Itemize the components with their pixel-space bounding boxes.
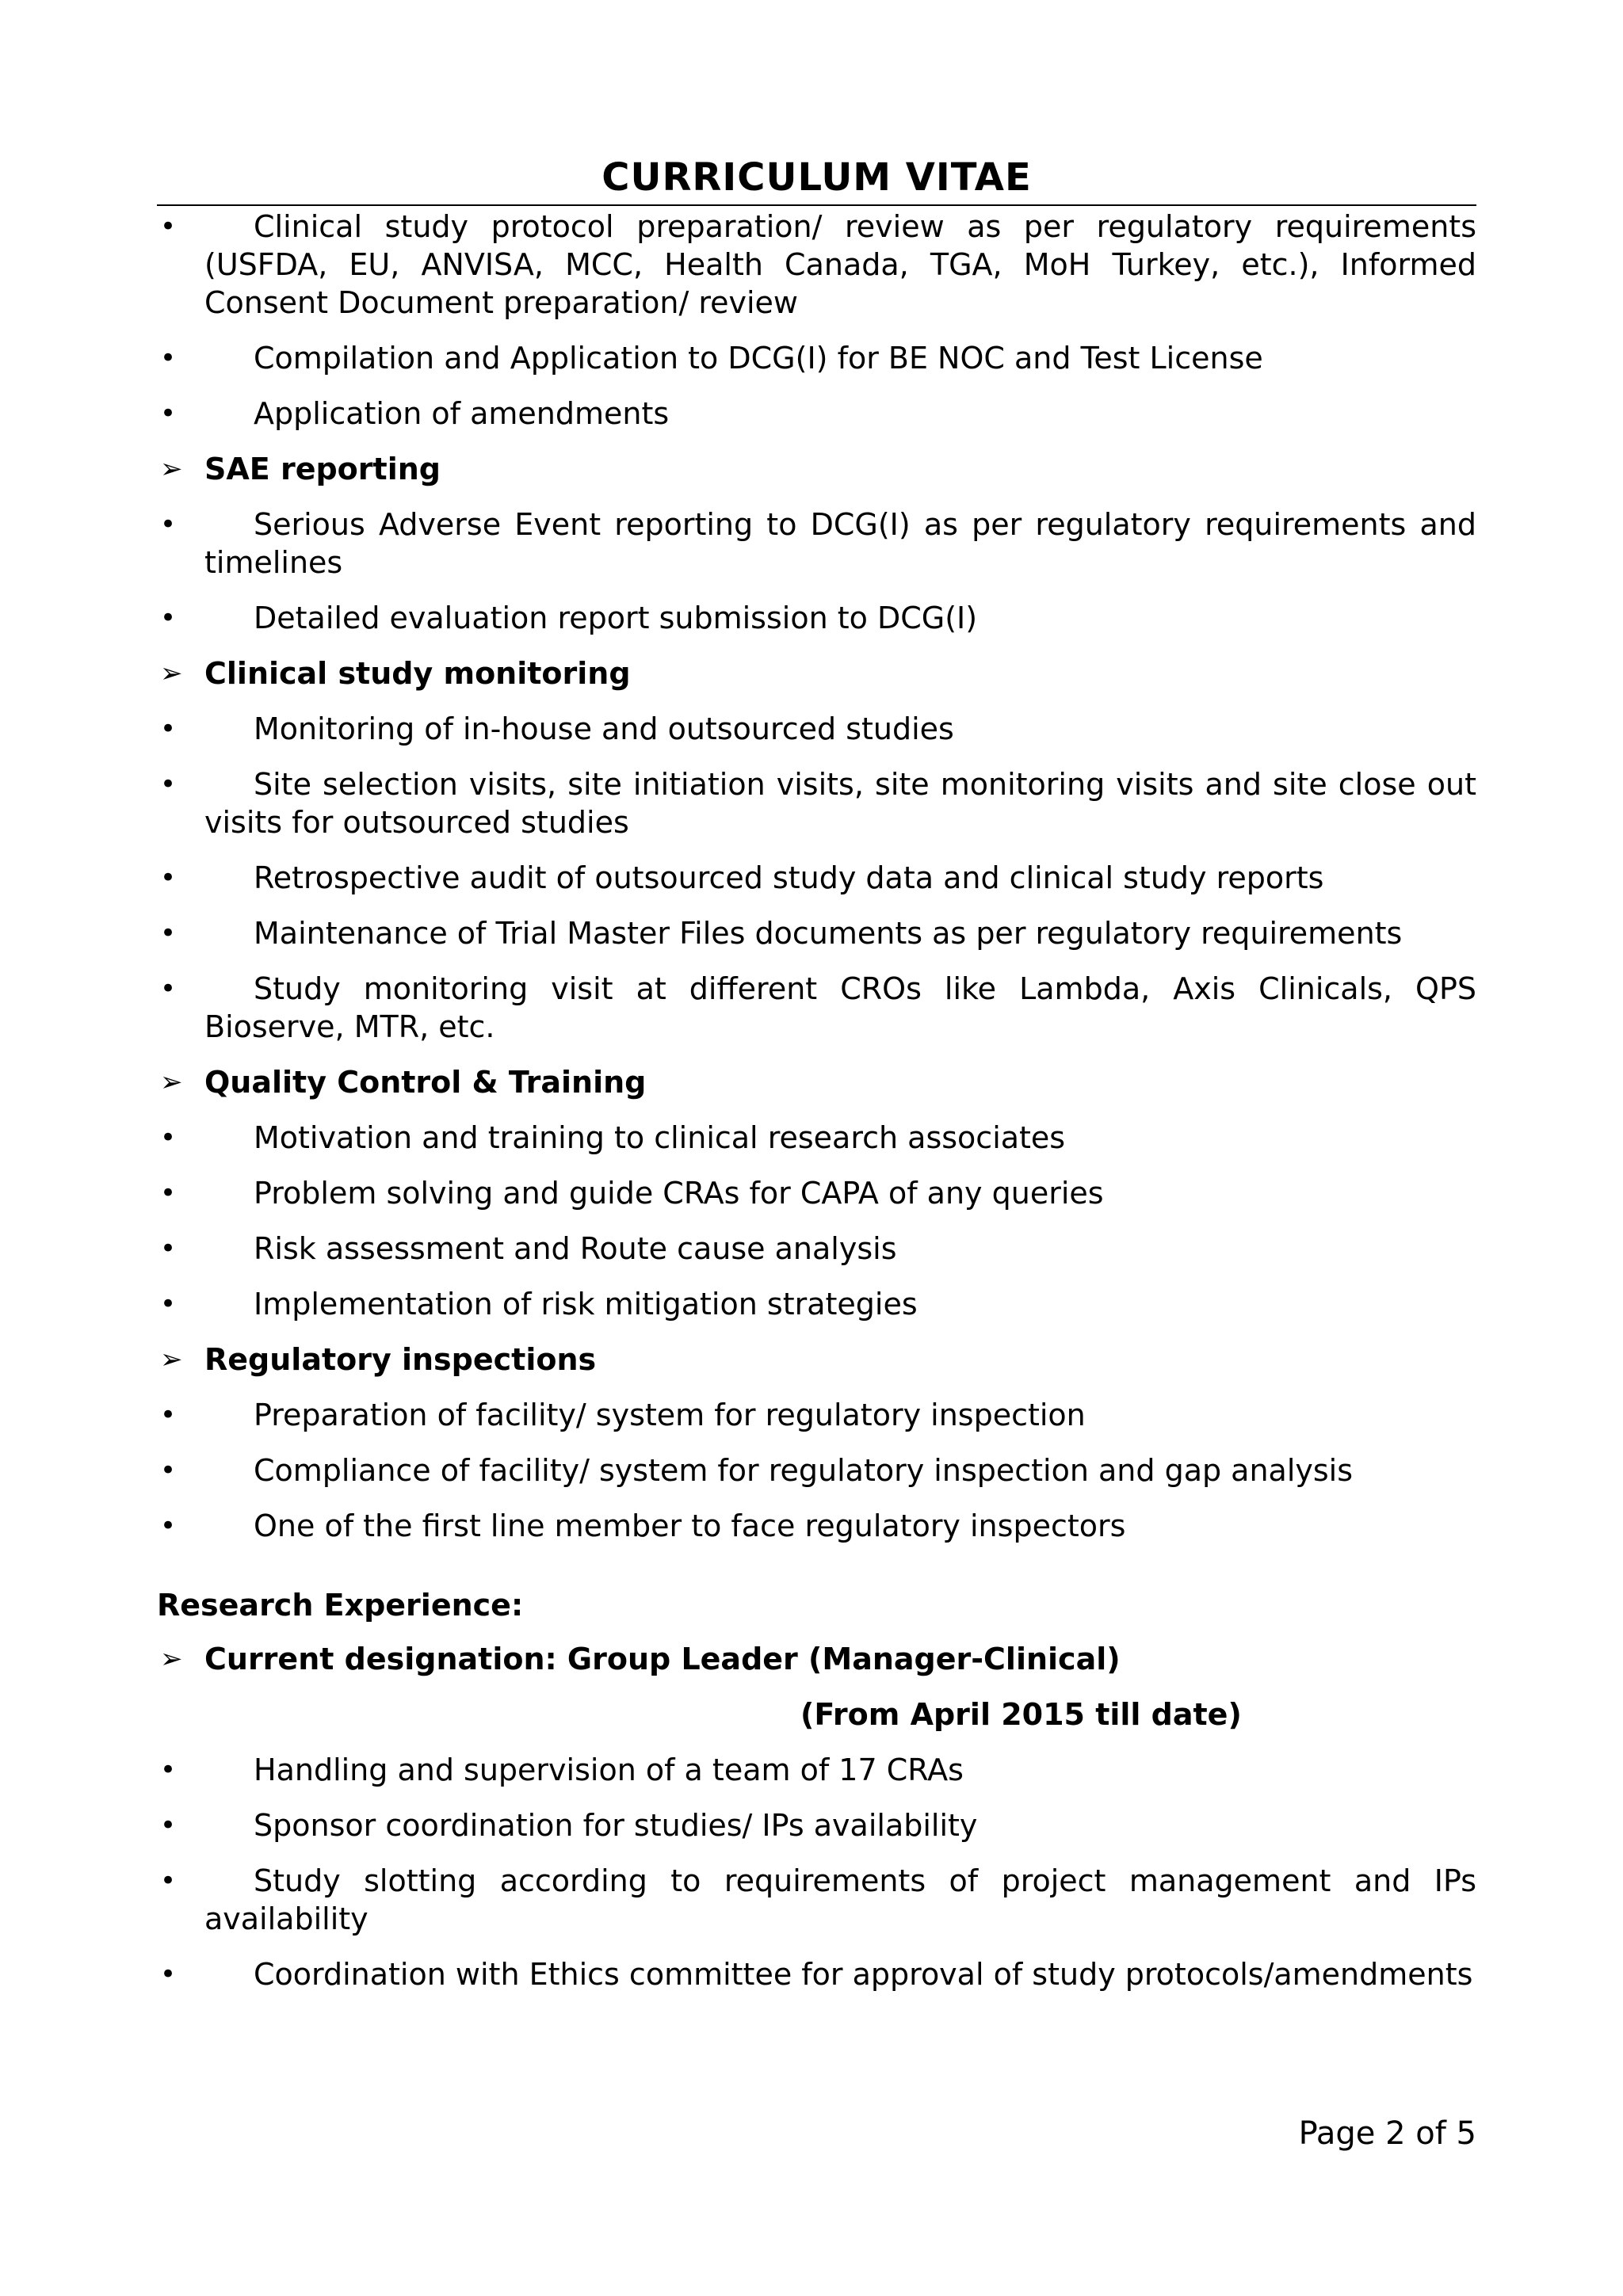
arrow-bullet-icon: ➢ xyxy=(160,658,183,689)
bullet-item xyxy=(157,395,1476,433)
bullet-item xyxy=(157,1285,1476,1323)
bullet-text: Maintenance of Trial Master Files documents as per regulatory requirements xyxy=(254,916,1403,951)
bullet-text: Detailed evaluation report submission to DCG(I) xyxy=(254,601,978,635)
bullet-item xyxy=(157,339,1476,377)
bullet-item xyxy=(157,1174,1476,1212)
bullet-item xyxy=(157,710,1476,748)
bullet-item xyxy=(157,1451,1476,1489)
page-title: CURRICULUM VITAE xyxy=(601,155,1032,200)
bullet-icon: • xyxy=(160,1865,177,1897)
bullet-item xyxy=(157,1119,1476,1157)
cv-content xyxy=(157,208,1476,2011)
page-number: Page 2 of 5 xyxy=(1298,2115,1476,2152)
bullet-item xyxy=(157,1862,1476,1938)
section-heading-text: SAE reporting xyxy=(204,452,441,486)
section-heading xyxy=(157,450,1476,488)
bullet-text: Application of amendments xyxy=(254,396,670,431)
research-experience-heading: Research Experience: xyxy=(157,1588,524,1623)
bullet-icon: • xyxy=(160,973,177,1005)
bullet-item xyxy=(157,1751,1476,1789)
bullet-icon: • xyxy=(160,398,177,429)
designation-date-range: (From April 2015 till date) xyxy=(800,1697,1242,1732)
bullet-icon: • xyxy=(160,713,177,745)
bullet-text: Site selection visits, site initiation visits, site monitoring visits and site close out visits for outsourced studies xyxy=(204,767,1476,840)
bullet-text: Compliance of facility/ system for regulatory inspection and gap analysis xyxy=(254,1453,1354,1488)
arrow-bullet-icon: ➢ xyxy=(160,1344,183,1375)
bullet-text: Coordination with Ethics committee for approval of study protocols/amendments xyxy=(254,1957,1473,1992)
section-heading-text: Clinical study monitoring xyxy=(204,656,631,691)
bullet-icon: • xyxy=(160,602,177,634)
bullet-icon: • xyxy=(160,509,177,540)
bullet-icon: • xyxy=(160,862,177,894)
arrow-bullet-icon: ➢ xyxy=(160,453,183,485)
bullet-text: Study monitoring visit at different CROs like Lambda, Axis Clinicals, QPS Bioserve, MTR, etc. xyxy=(204,971,1476,1044)
bullet-text: Compilation and Application to DCG(I) for BE NOC and Test License xyxy=(254,341,1263,376)
bullet-text: Clinical study protocol preparation/ review as per regulatory requirements (USFDA, EU, ANVISA, MCC, Health Canada, TGA, MoH Turkey, etc.), Informed Consent Document preparation/ review xyxy=(204,209,1476,320)
section-heading-text: Regulatory inspections xyxy=(204,1342,597,1377)
bullet-item xyxy=(157,1955,1476,1993)
bullet-item xyxy=(157,1806,1476,1844)
bullet-icon: • xyxy=(160,1399,177,1431)
bullet-text: Motivation and training to clinical research associates xyxy=(254,1120,1066,1155)
bullet-icon: • xyxy=(160,1288,177,1320)
bullet-icon: • xyxy=(160,342,177,374)
section-heading xyxy=(157,1640,1476,1678)
bullet-icon: • xyxy=(160,1510,177,1542)
section-heading xyxy=(157,1063,1476,1101)
bullet-item xyxy=(157,914,1476,952)
bullet-icon: • xyxy=(160,1177,177,1209)
bullet-item xyxy=(157,505,1476,582)
section-heading-text: Quality Control & Training xyxy=(204,1065,647,1100)
bullet-item xyxy=(157,208,1476,322)
bullet-icon: • xyxy=(160,1754,177,1786)
bullet-text: Retrospective audit of outsourced study data and clinical study reports xyxy=(254,860,1324,895)
bullet-item xyxy=(157,970,1476,1046)
bullet-text: Problem solving and guide CRAs for CAPA of any queries xyxy=(254,1176,1104,1211)
bullet-icon: • xyxy=(160,1233,177,1264)
bullet-icon: • xyxy=(160,769,177,800)
bullet-icon: • xyxy=(160,1810,177,1841)
section-heading xyxy=(157,1341,1476,1379)
bullet-item xyxy=(157,1230,1476,1268)
bullet-item xyxy=(157,1396,1476,1434)
section-heading xyxy=(157,654,1476,692)
bullet-item xyxy=(157,1507,1476,1545)
bullet-text: Study slotting according to requirements of project management and IPs availability xyxy=(204,1863,1476,1936)
header-divider xyxy=(157,204,1476,206)
arrow-bullet-icon: ➢ xyxy=(160,1643,183,1675)
arrow-bullet-icon: ➢ xyxy=(160,1066,183,1098)
bullet-icon: • xyxy=(160,1455,177,1486)
bullet-text: Sponsor coordination for studies/ IPs availability xyxy=(254,1808,978,1843)
bullet-text: One of the first line member to face regulatory inspectors xyxy=(254,1508,1126,1543)
bullet-item xyxy=(157,599,1476,637)
bullet-icon: • xyxy=(160,917,177,949)
bullet-icon: • xyxy=(160,1958,177,1990)
section-heading-text: Current designation: Group Leader (Manager-Clinical) xyxy=(204,1642,1121,1676)
bullet-text: Monitoring of in-house and outsourced studies xyxy=(254,711,954,746)
bullet-item xyxy=(157,765,1476,841)
bullet-text: Handling and supervision of a team of 17 CRAs xyxy=(254,1753,964,1787)
bullet-text: Preparation of facility/ system for regulatory inspection xyxy=(254,1398,1086,1432)
bullet-text: Risk assessment and Route cause analysis xyxy=(254,1231,897,1266)
bullet-item xyxy=(157,859,1476,897)
bullet-text: Implementation of risk mitigation strategies xyxy=(254,1287,918,1322)
bullet-icon: • xyxy=(160,211,177,242)
bullet-icon: • xyxy=(160,1122,177,1154)
bullet-text: Serious Adverse Event reporting to DCG(I) as per regulatory requirements and timelines xyxy=(204,507,1476,580)
